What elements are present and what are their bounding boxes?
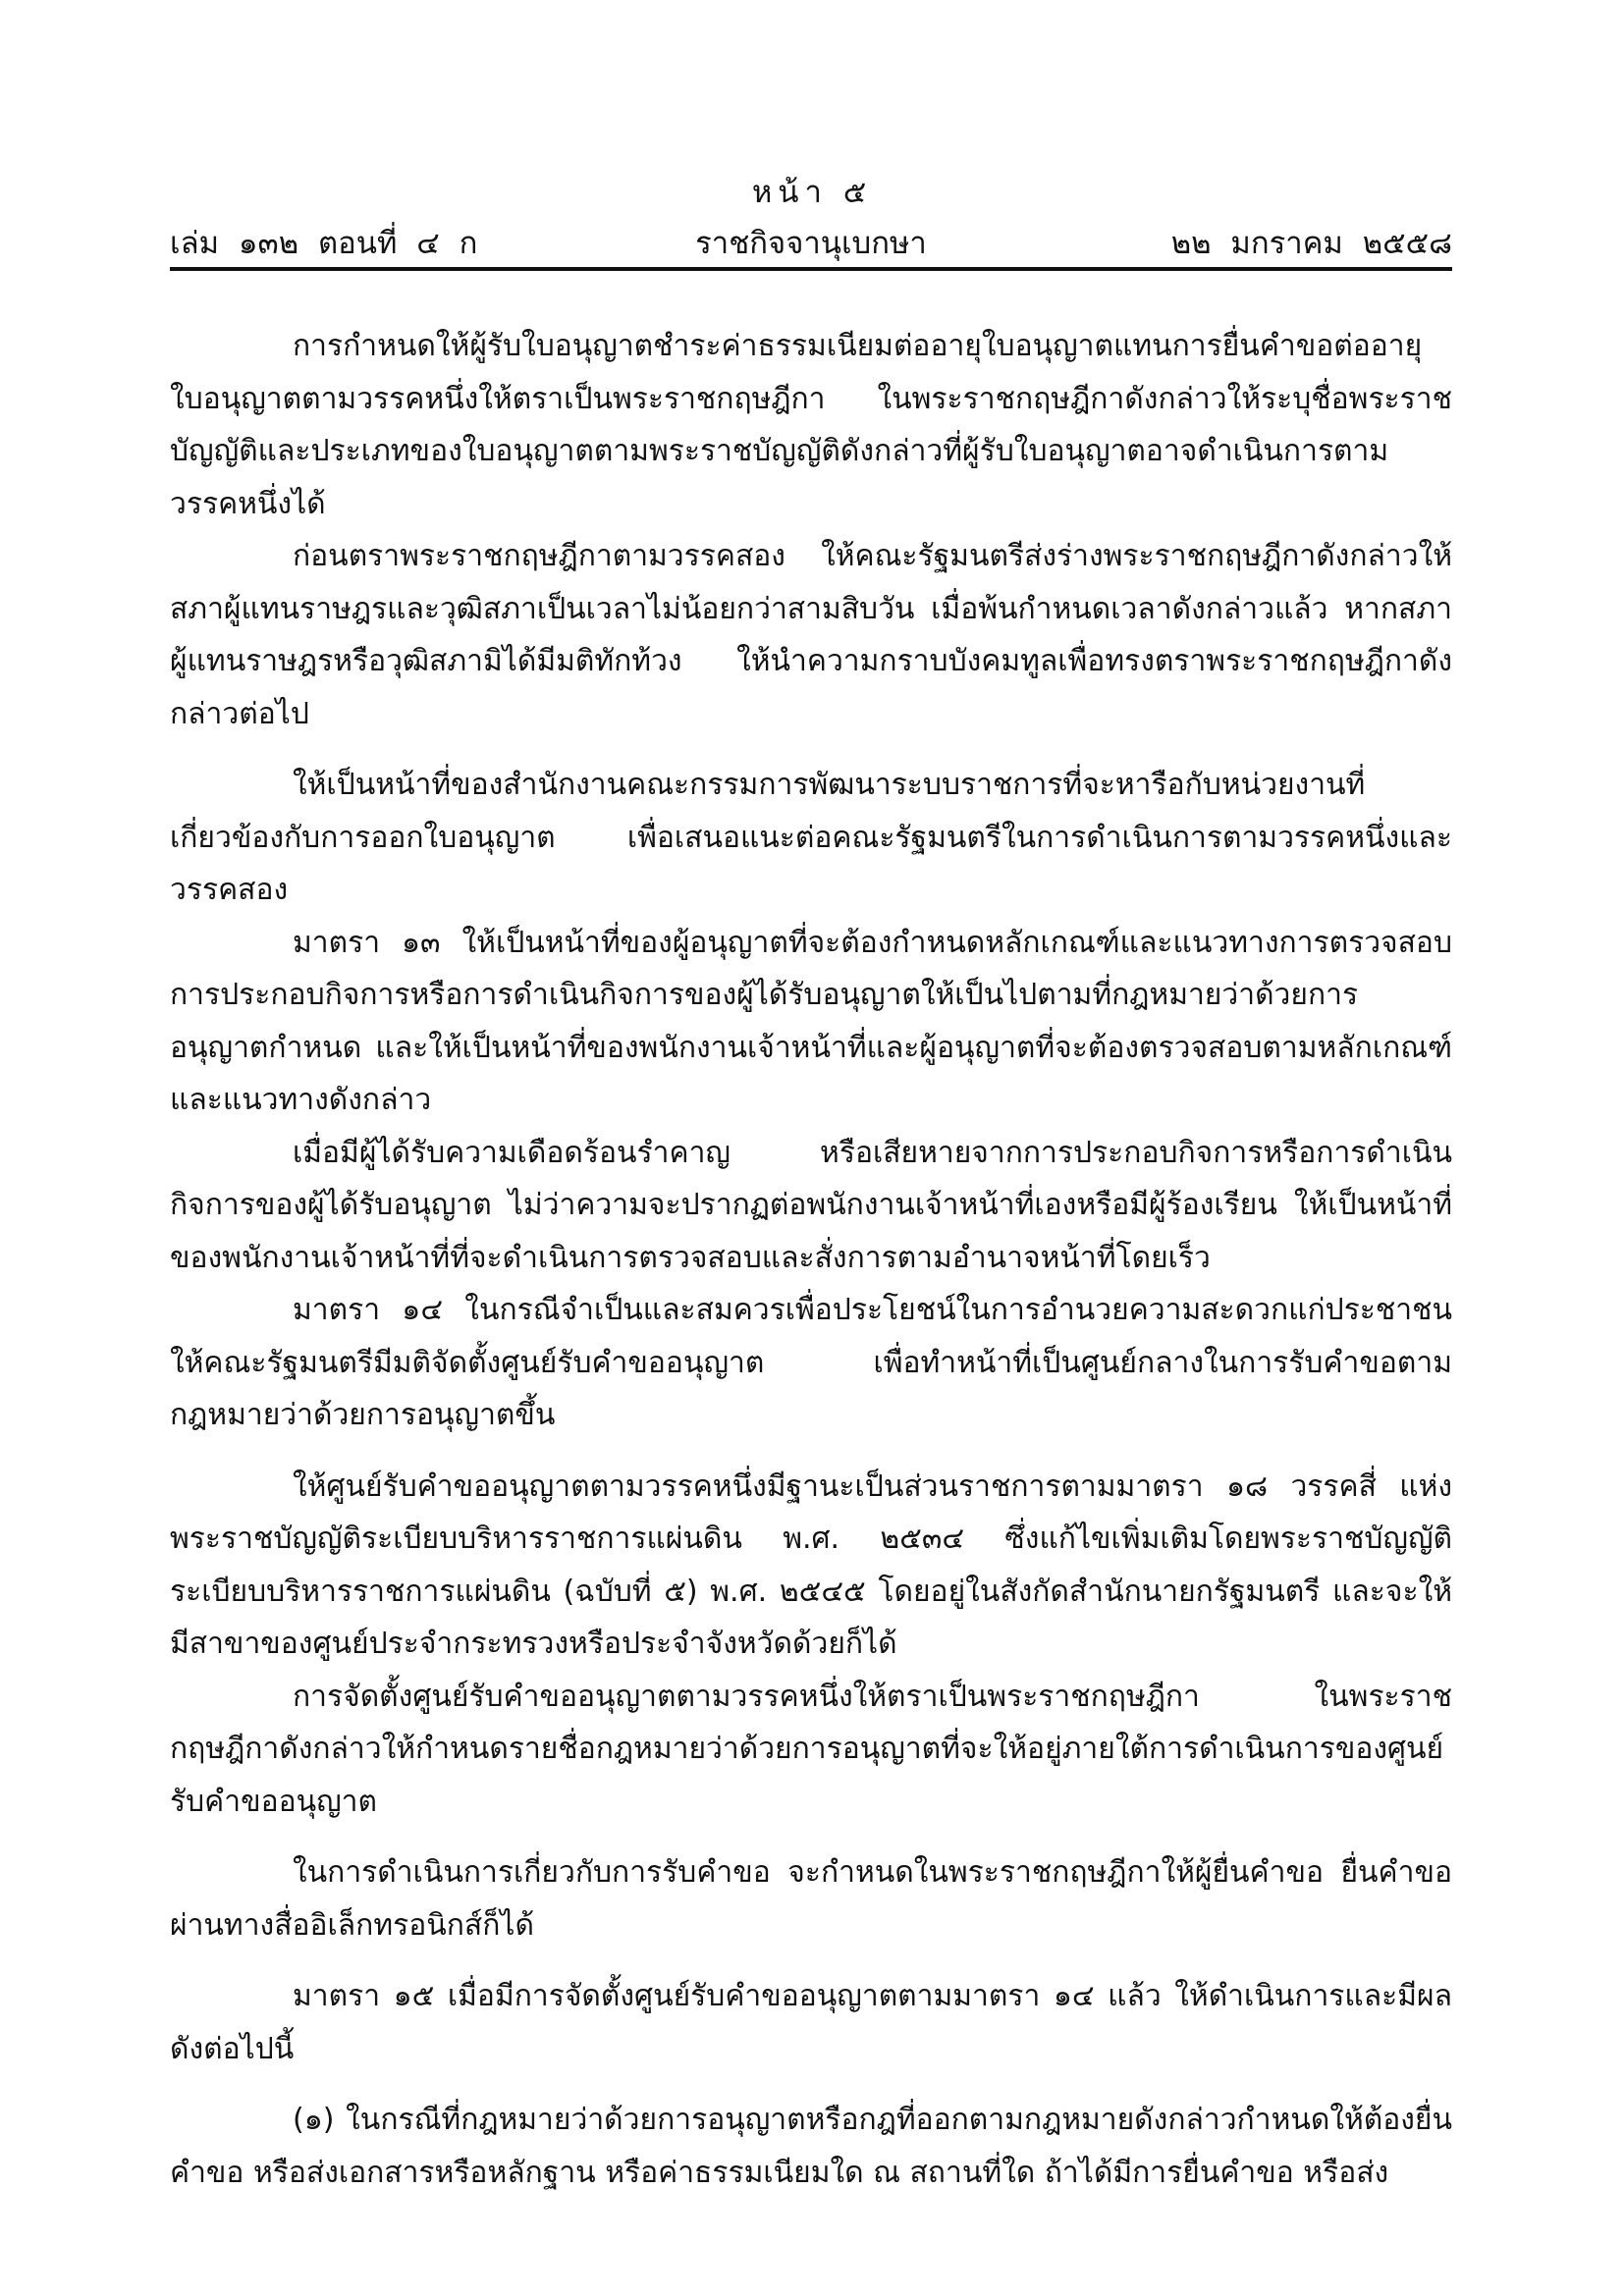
publication-title: ราชกิจจานุเบกษา xyxy=(695,226,927,261)
paragraph: มาตรา ๑๓ ให้เป็นหน้าที่ของผู้อนุญาตที่จะต้องกำหนดหลักเกณฑ์และแนวทางการตรวจสอบการประกอบกิจการหรือการดำเนินกิจการของผู้ได้รับอนุญาตให้เป็นไปตามที่กฎหมายว่าด้วยการอนุญาตกำหนด และให้เป็นหน้าที่ของพนักงานเจ้าหน้าที่และผู้อนุญาตที่จะต้องตรวจสอบตามหลักเกณฑ์และแนวทางดังกล่าว xyxy=(170,925,1452,1117)
page-number: หน้า ๕ xyxy=(751,175,873,210)
publication-date: ๒๒ มกราคม ๒๕๕๘ xyxy=(1170,226,1452,261)
paragraph: ในการดำเนินการเกี่ยวกับการรับคำขอ จะกำหนดในพระราชกฤษฎีกาให้ผู้ยื่นคำขอ ยื่นคำขอผ่านทางสื่ออิเล็กทรอนิกส์ก็ได้ xyxy=(170,1855,1452,1943)
paragraph: เมื่อมีผู้ได้รับความเดือดร้อนรำคาญ หรือเสียหายจากการประกอบกิจการหรือการดำเนินกิจการของผู้ได้รับอนุญาต ไม่ว่าความจะปรากฏต่อพนักงานเจ้าหน้าที่เองหรือมีผู้ร้องเรียน ให้เป็นหน้าที่ของพนักงานเจ้าหน้าที่ที่จะดำเนินการตรวจสอบและสั่งการตามอำนาจหน้าที่โดยเร็ว xyxy=(170,1135,1452,1275)
document-body xyxy=(170,320,1452,2199)
paragraph: มาตรา ๑๕ เมื่อมีการจัดตั้งศูนย์รับคำขออนุญาตตามมาตรา ๑๔ แล้ว ให้ดำเนินการและมีผลดังต่อไปนี้ xyxy=(170,1979,1452,2066)
paragraph: การกำหนดให้ผู้รับใบอนุญาตชำระค่าธรรมเนียมต่ออายุใบอนุญาตแทนการยื่นคำขอต่ออายุใบอนุญาตตามวรรคหนึ่งให้ตราเป็นพระราชกฤษฎีกา ในพระราชกฤษฎีกาดังกล่าวให้ระบุชื่อพระราชบัญญัติและประเภทของใบอนุญาตตามพระราชบัญญัติดังกล่าวที่ผู้รับใบอนุญาตอาจดำเนินการตามวรรคหนึ่งได้ xyxy=(170,329,1452,521)
paragraph: ให้เป็นหน้าที่ของสำนักงานคณะกรรมการพัฒนาระบบราชการที่จะหารือกับหน่วยงานที่เกี่ยวข้องกับการออกใบอนุญาต เพื่อเสนอแนะต่อคณะรัฐมนตรีในการดำเนินการตามวรรคหนึ่งและวรรคสอง xyxy=(170,768,1452,907)
paragraph: การจัดตั้งศูนย์รับคำขออนุญาตตามวรรคหนึ่งให้ตราเป็นพระราชกฤษฎีกา ในพระราชกฤษฎีกาดังกล่าวให้กำหนดรายชื่อกฎหมายว่าด้วยการอนุญาตที่จะให้อยู่ภายใต้การดำเนินการของศูนย์รับคำขออนุญาต xyxy=(170,1679,1452,1819)
gazette-header xyxy=(170,218,1452,261)
paragraph: (๑) ในกรณีที่กฎหมายว่าด้วยการอนุญาตหรือกฎที่ออกตามกฎหมายดังกล่าวกำหนดให้ต้องยื่นคำขอ หรือส่งเอกสารหรือหลักฐาน หรือค่าธรรมเนียมใด ณ สถานที่ใด ถ้าได้มีการยื่นคำขอ หรือส่ง xyxy=(170,2103,1452,2190)
paragraph: ให้ศูนย์รับคำขออนุญาตตามวรรคหนึ่งมีฐานะเป็นส่วนราชการตามมาตรา ๑๘ วรรคสี่ แห่งพระราชบัญญัติระเบียบบริหารราชการแผ่นดิน พ.ศ. ๒๕๓๔ ซึ่งแก้ไขเพิ่มเติมโดยพระราชบัญญัติระเบียบบริหารราชการแผ่นดิน (ฉบับที่ ๕) พ.ศ. ๒๕๔๕ โดยอยู่ในสังกัดสำนักนายกรัฐมนตรี และจะให้มีสาขาของศูนย์ประจำกระทรวงหรือประจำจังหวัดด้วยก็ได้ xyxy=(170,1468,1452,1661)
header-rule xyxy=(170,267,1452,271)
paragraph: ก่อนตราพระราชกฤษฎีกาตามวรรคสอง ให้คณะรัฐมนตรีส่งร่างพระราชกฤษฎีกาดังกล่าวให้สภาผู้แทนราษฎรและวุฒิสภาเป็นเวลาไม่น้อยกว่าสามสิบวัน เมื่อพ้นกำหนดเวลาดังกล่าวแล้ว หากสภาผู้แทนราษฎรหรือวุฒิสภามิได้มีมติทักท้วง ให้นำความกราบบังคมทูลเพื่อทรงตราพระราชกฤษฎีกาดังกล่าวต่อไป xyxy=(170,539,1452,731)
volume-issue: เล่ม ๑๓๒ ตอนที่ ๔ ก xyxy=(170,226,478,261)
paragraph: มาตรา ๑๔ ในกรณีจำเป็นและสมควรเพื่อประโยชน์ในการอำนวยความสะดวกแก่ประชาชน ให้คณะรัฐมนตรีมีมติจัดตั้งศูนย์รับคำขออนุญาต เพื่อทำหน้าที่เป็นศูนย์กลางในการรับคำขอตามกฎหมายว่าด้วยการอนุญาตขึ้น xyxy=(170,1293,1452,1432)
